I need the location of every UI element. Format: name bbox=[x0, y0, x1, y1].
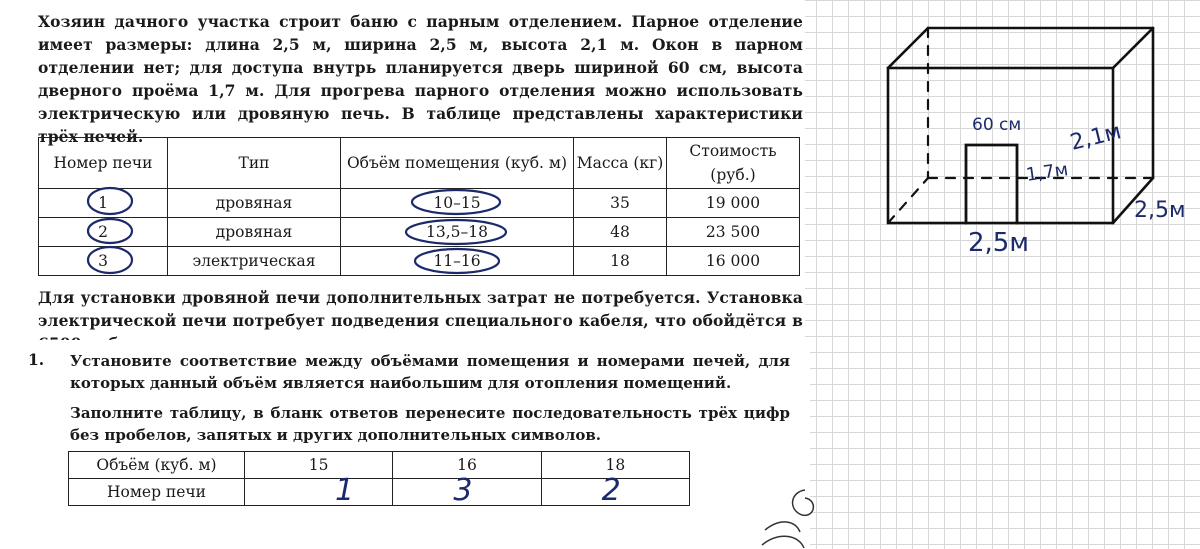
pen-circles-overlay bbox=[0, 0, 805, 290]
cell-cost: 16 000 bbox=[667, 247, 800, 276]
header-number: Номер печи bbox=[39, 138, 168, 189]
cell-cost: 23 500 bbox=[667, 218, 800, 247]
intro-paragraph: Хозяин дачного участка строит баню с парным отделением. Парное отделение имеет размеры: длина 2,5 м, ширина 2,5 м, высота 2,1 м. Окон в парном отделении нет; для доступа внутрь планируется дверь шириной 60 см, высота дверного проёма 1,7 м. Для прогрева парного отделения можно использовать электрическую или дровяную печь. В таблице представлены характеристики трёх печей. bbox=[38, 12, 803, 146]
header-volume: Объём помещения (куб. м) bbox=[341, 138, 574, 189]
task-number: 1. bbox=[28, 350, 45, 369]
pen-scribble bbox=[760, 470, 820, 549]
circle-stove-1 bbox=[88, 188, 132, 214]
cell-number: 3 bbox=[39, 247, 168, 276]
answer-volume: 15 bbox=[245, 452, 393, 479]
door-outline bbox=[966, 145, 1017, 223]
answer-stove[interactable] bbox=[245, 473, 393, 508]
cell-number: 2 bbox=[39, 218, 168, 247]
task-text: Установите соответствие между объёмами помещения и номерами печей, для которых данный объём является наибольшим для отопления помещений. bbox=[70, 352, 790, 392]
circle-volume-1 bbox=[412, 190, 500, 214]
answer-row-stove bbox=[69, 479, 690, 506]
handwritten-answer: 1 bbox=[335, 473, 355, 508]
cell-type: дровяная bbox=[168, 218, 341, 247]
answer-label-stove: Номер печи bbox=[69, 479, 245, 506]
handwritten-answer: 3 bbox=[453, 473, 473, 508]
answer-table bbox=[68, 451, 690, 506]
circle-volume-3 bbox=[415, 249, 499, 273]
circle-stove-2 bbox=[88, 219, 132, 243]
cell-cost: 19 000 bbox=[667, 189, 800, 218]
handwritten-answer: 2 bbox=[601, 473, 621, 508]
label-door-height: 1,7м bbox=[1024, 159, 1070, 186]
cell-volume: 10–15 bbox=[341, 189, 574, 218]
cell-volume: 11–16 bbox=[341, 247, 574, 276]
answer-volume: 18 bbox=[541, 452, 689, 479]
label-door-width: 60 см bbox=[972, 115, 1022, 135]
answer-stove[interactable] bbox=[393, 473, 541, 508]
cell-volume: 13,5–18 bbox=[341, 218, 574, 247]
header-type: Тип bbox=[168, 138, 341, 189]
header-mass: Масса (кг) bbox=[574, 138, 667, 189]
cell-mass: 48 bbox=[574, 218, 667, 247]
label-depth: 2,5м bbox=[1134, 198, 1186, 223]
cell-number: 1 bbox=[39, 189, 168, 218]
label-length: 2,5м bbox=[968, 228, 1029, 258]
cell-type: дровяная bbox=[168, 189, 341, 218]
hidden-edge bbox=[888, 178, 928, 223]
after-paragraph: Для установки дровяной печи дополнительных затрат не потребуется. Установка электрической печи потребует подведения специального кабеля, что обойдётся в bbox=[38, 288, 803, 330]
task-instruction: Заполните таблицу, в бланк ответов перенесите последовательность трёх цифр без пробелов, запятых и других дополнительных символов. bbox=[70, 404, 790, 444]
answer-stove[interactable] bbox=[541, 473, 689, 508]
answer-label-volume: Объём (куб. м) bbox=[69, 452, 245, 479]
header-cost: Стоимость (руб.) bbox=[667, 138, 800, 189]
circle-stove-3 bbox=[88, 247, 132, 273]
label-height: 2,1м bbox=[1067, 119, 1124, 156]
circle-volume-2 bbox=[406, 220, 506, 244]
cell-mass: 18 bbox=[574, 247, 667, 276]
cell-mass: 35 bbox=[574, 189, 667, 218]
answer-row-volume bbox=[69, 452, 690, 479]
answer-volume: 16 bbox=[393, 452, 541, 479]
cell-type: электрическая bbox=[168, 247, 341, 276]
room-sketch bbox=[880, 20, 1190, 270]
